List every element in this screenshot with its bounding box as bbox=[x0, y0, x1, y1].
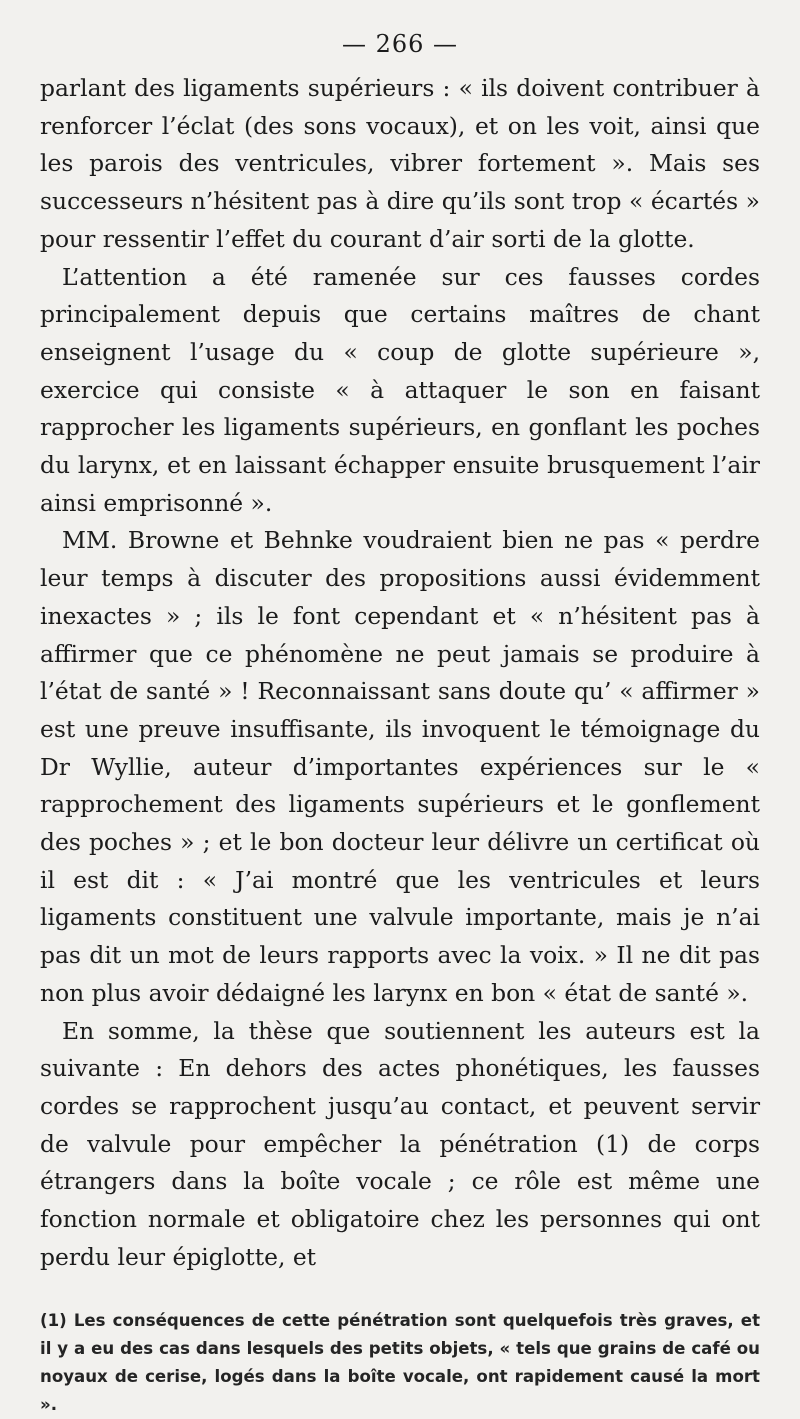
page-number: — 266 — bbox=[341, 30, 459, 58]
body-text bbox=[40, 70, 760, 1277]
paragraph-3: MM. Browne et Behnke voudraient bien ne pas « perdre leur temps à discuter des propositions aussi évidemment inexactes » ; ils le font cependant et « n’hésitent pas à affirmer que ce phénomène ne peut jamais se produire à l’état de santé » ! Reconnaissant sans doute qu’ « affirmer » est une preuve insuffisante, ils invoquent le témoignage du Dr Wyllie, auteur d’importantes expériences sur le « rapprochement des ligaments supérieurs et le gonflement des poches » ; et le bon docteur leur délivre un certificat où il est dit : « J’ai montré que les ventricules et leurs ligaments constituent une valvule importante, mais je n’ai pas dit un mot de leurs rapports avec la voix. » Il ne dit pas non plus avoir dédaigné les larynx en bon « état de santé ». bbox=[40, 526, 760, 1007]
footnote: (1) Les conséquences de cette pénétration sont quelquefois très graves, et il y a eu des cas dans lesquels des petits objets, « tels que grains de café ou noyaux de cerise, logés dans la boîte vocale, ont rapidement causé la mort ». bbox=[40, 1310, 760, 1414]
paragraph-4: En somme, la thèse que soutiennent les auteurs est la suivante : En dehors des actes phonétiques, les fausses cordes se rapprochent jusqu’au contact, et peuvent servir de valvule pour empêcher la pénétration (1) de corps étrangers dans la boîte vocale ; ce rôle est même une fonction normale et obligatoire chez les personnes qui ont perdu leur épiglotte, et bbox=[40, 1016, 760, 1271]
paragraph-2: L’attention a été ramenée sur ces fausses cordes principalement depuis que certains maîtres de chant enseignent l’usage du « coup de glotte supérieure », exercice qui consiste « à attaquer le son en faisant rapprocher les ligaments supérieurs, en gonflant les poches du larynx, et en laissant échapper ensuite brusquement l’air ainsi emprisonné ». bbox=[40, 262, 760, 517]
paragraph-1: parlant des ligaments supérieurs : « ils doivent contribuer à renforcer l’éclat (des sons vocaux), et on les voit, ainsi que les parois des ventricules, vibrer fortement ». Mais ses successeurs n’hésitent pas à dire qu’ils sont trop « écartés » pour ressentir l’effet du courant d’air sorti de la glotte. bbox=[40, 74, 760, 253]
